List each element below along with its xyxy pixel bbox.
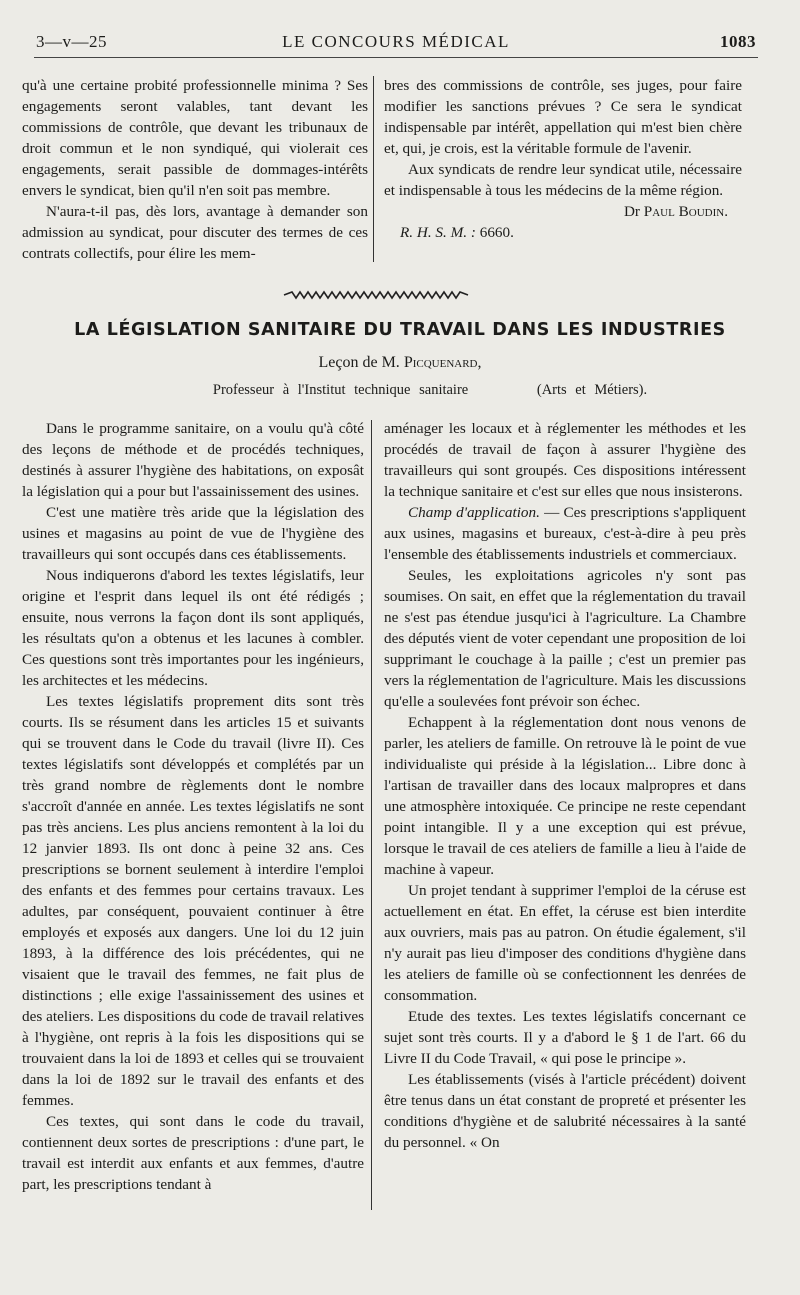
issue-date: 3—v—25: [36, 32, 107, 51]
signature: [384, 201, 742, 222]
column-rule: [373, 76, 374, 262]
lecturer-prefix: Leçon de M.: [318, 354, 400, 371]
paragraph: Nous indiquerons d'abord les textes législatifs, leur origine et l'esprit dans lequel ils ont été rédigés ; ensuite, nous verrons la façon dont ils sont appliqués, les résultats qu'on a obtenus et les lacunes à combler. Ces questions sont très importantes pour les ingénieurs, les architectes et les médecins.: [22, 567, 364, 689]
paragraph: Echappent à la réglementation dont nous venons de parler, les ateliers de famille. On retrouve là le point de vue individualiste qui préside à la législation... Libre donc à l'artisan de travailler dans des locaux malpropres et dans une atmosphère intoxiquée. Ce principe ne reste cependant point intangible. Il y a une exception qui est prévue, lorsque le travail de ces ateliers de famille a lieu à l'aide de machine à vapeur.: [384, 714, 746, 878]
reference-label: R. H. S. M. :: [400, 224, 476, 241]
paragraph: Seules, les exploitations agricoles n'y sont pas soumises. On sait, en effet que la réglementation du travail ne s'est pas étendue jusqu'ici à l'agriculture. La Chambre des députés vient de voter cependant une proposition de loi supprimant le couchage à la paille ; c'est un premier pas vers la réglementation de l'agriculture. Mais les discussions qu'elle a soulevées font prévoir son échec.: [384, 567, 746, 710]
decorative-ornament-rule: [282, 290, 470, 300]
page-number: 1083: [720, 32, 756, 51]
paragraph: Les textes législatifs proprement dits sont très courts. Ils se résument dans les articles 15 et suivants qui se trouvent dans le Code du travail (livre II). Ces textes législatifs sont développés et complétés par un très grand nombre de règlements dont le nombre s'accroît d'année en année. Les textes législatifs ne sont pas très anciens. Les plus anciens remontent à la loi du 12 janvier 1893. Ils ont donc à peine 32 ans. Ces prescriptions se bornent seulement à interdire l'emploi des enfants et des femmes pour certains travaux. Les adultes, par conséquent, pouvaient continuer à être employés et exposés aux dangers. Une loi du 12 juin 1893, à la différence des lois précédentes, qui ne visaient que le travail des femmes, ne fait plus de distinctions ; elle exige l'assainissement des usines et des ateliers. Les dispositions du code de travail relatives à l'hygiène, ont repris à la fois les dispositions qui se trouvaient dans la loi de 1893 et celles qui se trouvaient dans la loi de 1892 sur le travail des enfants et des femmes.: [22, 693, 364, 1109]
article-title: LA LÉGISLATION SANITAIRE DU TRAVAIL DANS LES INDUSTRIES: [74, 320, 726, 340]
paragraph: aménager les locaux et à réglementer les méthodes et les procédés de travail de façon à assurer l'hygiène des travailleurs qui sont groupés. Ces dispositions intéressent la technique sanitaire et c'est sur elles que nous insisterons.: [384, 420, 746, 500]
running-header: [36, 32, 756, 54]
paragraph: Ces textes, qui sont dans le code du travail, contiennent deux sortes de prescriptions : d'une part, le travail est interdit aux enfants et aux femmes, d'autre part, les prescriptions tendant à: [22, 1113, 364, 1193]
reference-number: 6660.: [479, 224, 514, 241]
paragraph: N'aura-t-il pas, dès lors, avantage à demander son admission au syndicat, pour discuter des termes de ces contrats collectifs, pour élire les mem-: [22, 203, 368, 262]
lecturer-line: [0, 354, 800, 372]
article-left-column: [22, 418, 364, 1195]
paragraph: C'est une matière très aride que la législation des usines et magasins au point de vue de l'hygiène des travailleurs qui sont occupés dans ces établissements.: [22, 504, 364, 563]
paragraph: Etude des textes. Les textes législatifs concernant ce sujet sont très courts. Il y a d'abord le § 1 de l'art. 66 du Livre II du Code Travail, « qui pose le principe ».: [384, 1008, 746, 1067]
paragraph: bres des commissions de contrôle, ses juges, pour faire modifier les sanctions prévues ? Ce sera le syndicat indispensable par intérêt, appellation qui m'est bien chère et, qui, je crois, est la véritable formule de l'avenir.: [384, 77, 742, 157]
paragraph: Un projet tendant à supprimer l'emploi de la céruse est actuellement en état. En effet, la céruse est bien interdite aux ouvriers, mais pas au patron. On étudie également, s'il n'y aurait pas lieu d'imposer des conditions d'hygiène dans les ateliers de famille où se confectionnent les denrées de consommation.: [384, 882, 746, 1004]
paragraph: Les établissements (visés à l'article précédent) doivent être tenus dans un état constant de propreté et présenter les conditions d'hygiène et de salubrité nécessaires à la santé du personnel. « On: [384, 1071, 746, 1151]
reference: [384, 222, 742, 243]
paragraph: qu'à une certaine probité professionnelle minima ? Ses engagements seront valables, tant devant les commissions de contrôle, que devant les tribunaux de droit commun et le non syndiqué, qui violerait ces engagements, serait passible de dommages-intérêts envers le syndicat, bien qu'il n'en soit pas membre.: [22, 77, 368, 199]
lecturer-affiliation: [0, 382, 800, 399]
section-heading: Champ d'application.: [408, 504, 540, 521]
paragraph: Dans le programme sanitaire, on a voulu qu'à côté des leçons de méthode et de procédés techniques, destinés à assurer l'hygiène des habitations, on exposât la législation qui a pour but l'assainissement des usines.: [22, 420, 364, 500]
affiliation-text: Professeur à l'Institut technique sanitaire: [212, 382, 469, 398]
column-rule: [371, 420, 372, 1210]
lecturer-name: Picquenard,: [403, 354, 482, 371]
signature-title: Dr: [623, 203, 640, 220]
paragraph-scope: [384, 502, 746, 565]
section-text: — Ces prescriptions s'appliquent aux usines, magasins et bureaux, c'est-à-dire à peu près l'ensemble des établissements industriels et commerciaux.: [384, 504, 746, 563]
article-right-column: [384, 418, 746, 1153]
paragraph: Aux syndicats de rendre leur syndicat utile, nécessaire et indispensable à tous les médecins de la même région.: [384, 161, 742, 199]
preceding-article-right-column: [384, 75, 742, 243]
header-rule: [34, 57, 758, 58]
signature-name: Paul Boudin.: [643, 203, 728, 220]
preceding-article-left-column: [22, 75, 368, 264]
affiliation-institution: (Arts et Métiers).: [536, 382, 648, 398]
journal-title: LE CONCOURS MÉDICAL: [282, 32, 510, 51]
